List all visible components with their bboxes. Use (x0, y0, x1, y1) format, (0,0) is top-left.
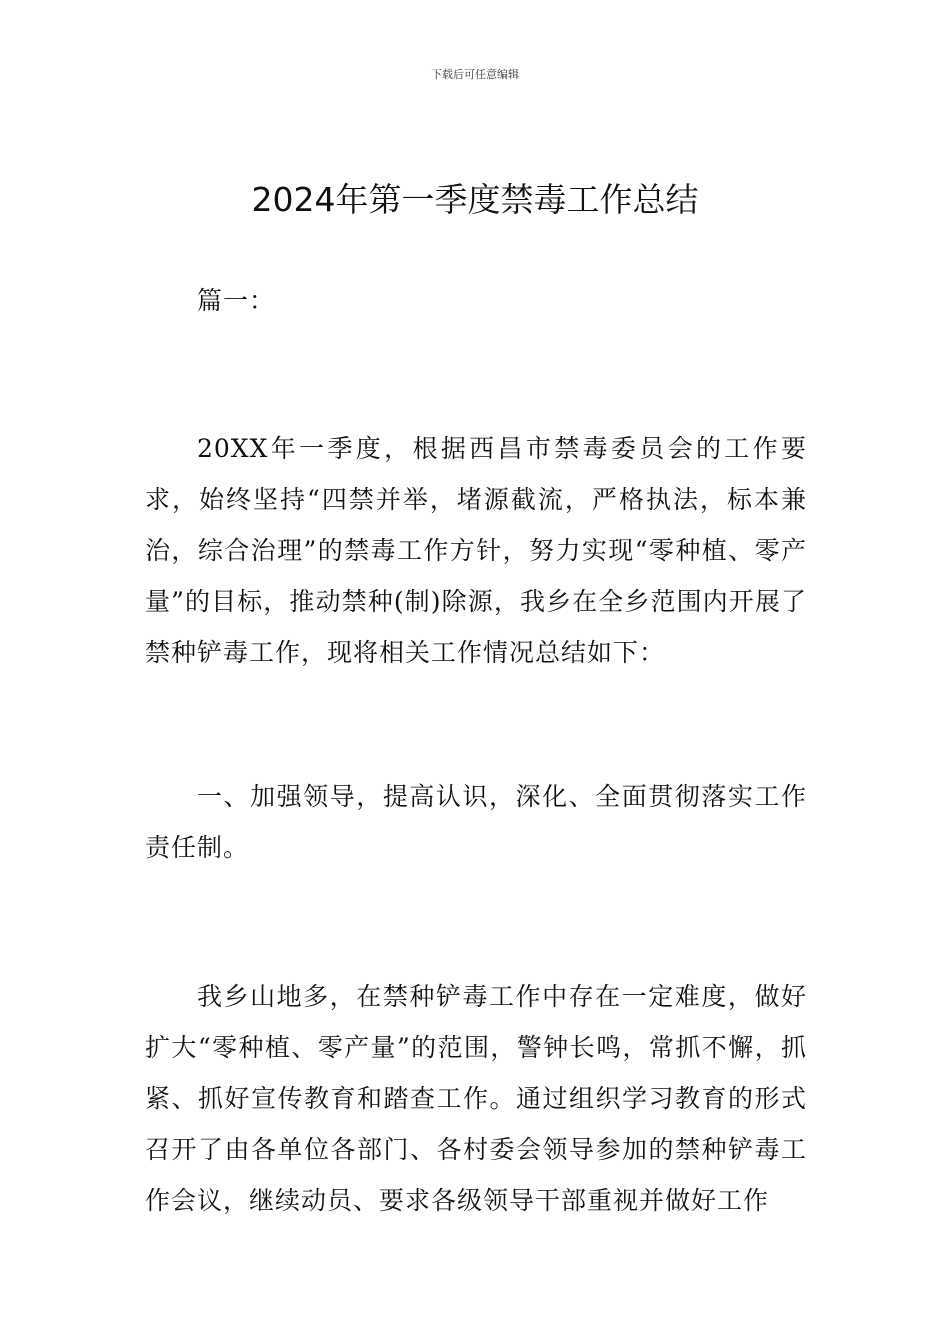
paragraph-heading-one: 一、加强领导，提高认识，深化、全面贯彻落实工作责任制。 (145, 782, 807, 862)
document-title: 2024年第一季度禁毒工作总结 (251, 180, 699, 219)
header-note: 下载后可任意编辑 (431, 68, 519, 81)
paragraph-body: 我乡山地多，在禁种铲毒工作中存在一定难度，做好扩大“零种植、零产量”的范围，警钟长鸣，常抓不懈，抓紧、抓好宣传教育和踏查工作。通过组织学习教育的形式召开了由各单位各部门、各村委会领导参加的禁种铲毒工作会议，继续动员、要求各级领导干部重视并做好工作 (145, 982, 807, 1215)
paragraph-intro: 20XX年一季度，根据西昌市禁毒委员会的工作要求，始终坚持“四禁并举，堵源截流，严格执法，标本兼治，综合治理”的禁毒工作方针，努力实现“零种植、零产量”的目标，推动禁种(制)除源，我乡在全乡范围内开展了禁种铲毒工作，现将相关工作情况总结如下： (145, 434, 807, 667)
section-label: 篇一： (197, 286, 276, 315)
